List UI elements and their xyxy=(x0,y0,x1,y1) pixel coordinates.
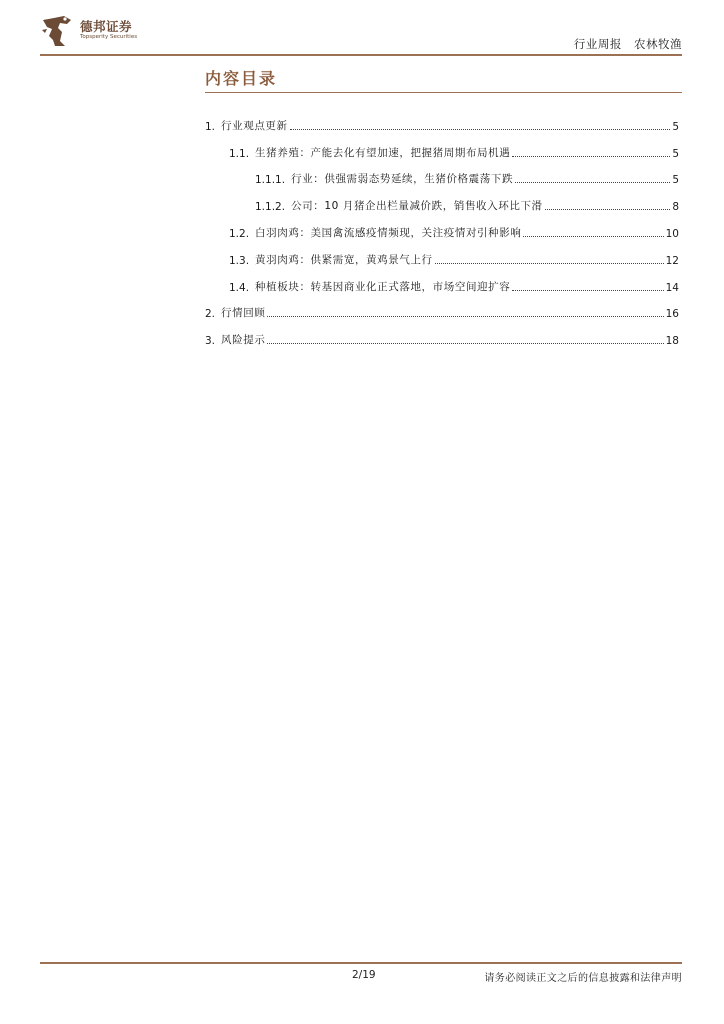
toc-item-number: 1. xyxy=(205,120,216,133)
toc-item-page: 5 xyxy=(672,147,679,160)
toc-item-text: 公司：10 月猪企出栏量减价跌，销售收入环比下滑 xyxy=(291,200,543,213)
toc-item-number: 1.1. xyxy=(229,147,250,160)
toc-leader-dots xyxy=(512,290,663,291)
toc-item[interactable] xyxy=(205,186,679,213)
legal-disclaimer: 请务必阅读正文之后的信息披露和法律声明 xyxy=(484,973,682,984)
toc-item-page: 16 xyxy=(665,308,679,321)
toc-item-text: 行情回顾 xyxy=(221,307,266,320)
toc-leader-dots xyxy=(512,156,670,157)
toc-item-number: 1.1.1. xyxy=(255,174,286,187)
page-number: 2/19 xyxy=(352,969,376,981)
toc-leader-dots xyxy=(267,343,663,344)
toc-item-text: 白羽肉鸡：美国禽流感疫情频现，关注疫情对引种影响 xyxy=(255,226,522,239)
toc-item-page: 18 xyxy=(665,335,679,348)
toc-leader-dots xyxy=(290,129,671,130)
toc-item-text: 风险提示 xyxy=(221,334,266,347)
toc-item[interactable] xyxy=(205,320,679,347)
toc-item[interactable] xyxy=(205,160,679,187)
toc-item[interactable] xyxy=(205,294,679,321)
toc-item-number: 3. xyxy=(205,335,216,348)
header-divider xyxy=(40,54,682,56)
toc-item[interactable] xyxy=(205,213,679,240)
table-of-contents xyxy=(205,106,679,347)
toc-item-page: 12 xyxy=(665,254,679,267)
toc-item-page: 14 xyxy=(665,281,679,294)
report-category xyxy=(574,36,682,52)
toc-item-number: 1.2. xyxy=(229,227,250,240)
toc-item[interactable] xyxy=(205,240,679,267)
toc-item-text: 行业观点更新 xyxy=(221,119,288,132)
toc-leader-dots xyxy=(515,182,670,183)
toc-item-text: 行业：供强需弱态势延续，生猪价格震荡下跌 xyxy=(291,173,514,186)
toc-title: 内容目录 xyxy=(205,69,278,88)
toc-title-divider xyxy=(205,92,682,93)
footer-divider xyxy=(40,962,682,964)
toc-item-page: 10 xyxy=(665,227,679,240)
toc-item-number: 1.1.2. xyxy=(255,201,286,214)
toc-item[interactable] xyxy=(205,267,679,294)
toc-item-text: 黄羽肉鸡：供紧需宽，黄鸡景气上行 xyxy=(255,253,433,266)
toc-item-page: 5 xyxy=(672,174,679,187)
dragon-logo-icon xyxy=(40,14,74,48)
toc-item-page: 8 xyxy=(672,201,679,214)
toc-item-page: 5 xyxy=(672,120,679,133)
toc-item-text: 种植板块：转基因商业化正式落地，市场空间迎扩容 xyxy=(255,280,511,293)
company-logo xyxy=(40,14,140,50)
toc-item[interactable] xyxy=(205,133,679,160)
sector-label: 农林牧渔 xyxy=(634,37,682,51)
toc-item-number: 2. xyxy=(205,308,216,321)
toc-leader-dots xyxy=(545,209,671,210)
toc-leader-dots xyxy=(267,316,663,317)
toc-leader-dots xyxy=(435,263,664,264)
logo-text-cn: 德邦证券 xyxy=(80,19,133,34)
toc-item[interactable] xyxy=(205,106,679,133)
toc-leader-dots xyxy=(523,236,663,237)
report-type: 行业周报 xyxy=(573,37,622,51)
toc-item-number: 1.4. xyxy=(229,281,250,294)
logo-text-en: Topsperity Securities xyxy=(80,34,138,40)
toc-item-text: 生猪养殖：产能去化有望加速，把握猪周期布局机遇 xyxy=(255,146,511,159)
toc-item-number: 1.3. xyxy=(229,254,250,267)
